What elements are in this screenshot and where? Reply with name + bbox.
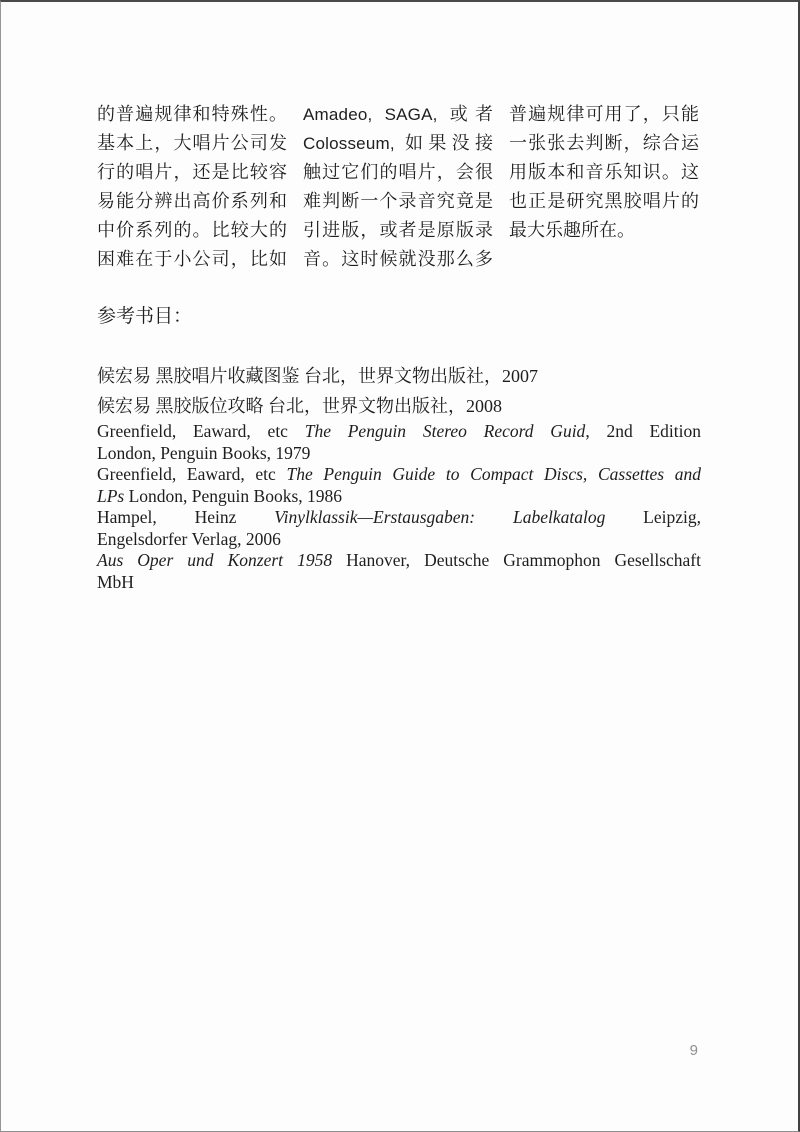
column-line-cn: 如果没接 xyxy=(405,133,493,153)
bib-authors: Greenfield, Eaward, etc xyxy=(97,464,287,484)
body-columns xyxy=(97,100,699,274)
bib-city: Leipzig, xyxy=(605,507,701,527)
bib-edition: , 2nd Edition xyxy=(585,421,702,441)
column-line: 基本上，大唱片公司发 xyxy=(97,133,287,153)
bib-entry xyxy=(97,464,701,507)
column-line: 困难在于小公司，比如 xyxy=(97,249,287,269)
column-line: 用版本和音乐知识。这 xyxy=(509,162,699,182)
bib-line: Engelsdorfer Verlag, 2006 xyxy=(97,528,281,549)
column-line: 的普遍规律和特殊性。 xyxy=(97,104,287,124)
bib-publisher: London, Penguin Books, 1986 xyxy=(124,485,343,506)
column-line: 也正是研究黑胶唱片的 xyxy=(509,191,699,211)
bib-authors: Greenfield, Eaward, etc xyxy=(97,421,305,441)
bib-line xyxy=(97,421,701,443)
record-label-names: Colosseum, xyxy=(303,134,406,153)
bib-title: Aus Oper und Konzert 1958 xyxy=(97,550,333,570)
column-line xyxy=(303,129,493,158)
bib-title: LPs xyxy=(97,485,125,506)
text-column-3 xyxy=(509,100,699,274)
record-label-names: Amadeo, SAGA, xyxy=(303,105,450,124)
bib-entry: 候宏易 黑胶唱片收藏图鉴 台北，世界文物出版社，2007 xyxy=(97,366,538,386)
bib-publisher: Hanover, Deutsche Grammophon Gesellschaft xyxy=(332,550,701,570)
page-number: 9 xyxy=(689,1042,698,1059)
bib-entry xyxy=(97,550,701,593)
text-column-1 xyxy=(97,100,287,274)
column-line xyxy=(303,100,493,129)
bib-entry xyxy=(97,507,701,550)
bibliography-list xyxy=(97,361,701,593)
bib-title: The Penguin Guide to Compact Discs, Cassettes and xyxy=(286,464,702,484)
column-line: 音。这时候就没那么多 xyxy=(303,249,493,269)
column-line: 引进版，或者是原版录 xyxy=(303,220,493,240)
column-line: 普遍规律可用了，只能 xyxy=(509,104,699,124)
column-line: 最大乐趣所在。 xyxy=(509,220,635,240)
column-line: 难判断一个录音究竟是 xyxy=(303,191,493,211)
bib-line: MbH xyxy=(97,571,134,592)
bib-line: London, Penguin Books, 1979 xyxy=(97,442,311,463)
bib-line xyxy=(97,507,701,529)
column-line: 一张张去判断，综合运 xyxy=(509,133,699,153)
bib-title: Vinylklassik—Erstausgaben: Labelkatalog xyxy=(274,507,606,527)
text-column-2 xyxy=(303,100,493,274)
column-line: 触过它们的唱片，会很 xyxy=(303,162,493,182)
column-line: 易能分辨出高价系列和 xyxy=(97,191,287,211)
bib-title: The Penguin Stereo Record Guid xyxy=(304,421,586,441)
bib-authors: Hampel, Heinz xyxy=(97,507,275,527)
bibliography-heading: 参考书目： xyxy=(97,306,193,327)
bib-entry xyxy=(97,421,701,464)
bib-line xyxy=(97,486,701,508)
column-line-cn: 或者 xyxy=(449,104,493,124)
column-line: 行的唱片，还是比较容 xyxy=(97,162,287,182)
column-line: 中价系列的。比较大的 xyxy=(97,220,287,240)
bib-line xyxy=(97,464,701,486)
bib-entry: 候宏易 黑胶版位攻略 台北，世界文物出版社，2008 xyxy=(97,396,502,416)
bib-line xyxy=(97,550,701,572)
